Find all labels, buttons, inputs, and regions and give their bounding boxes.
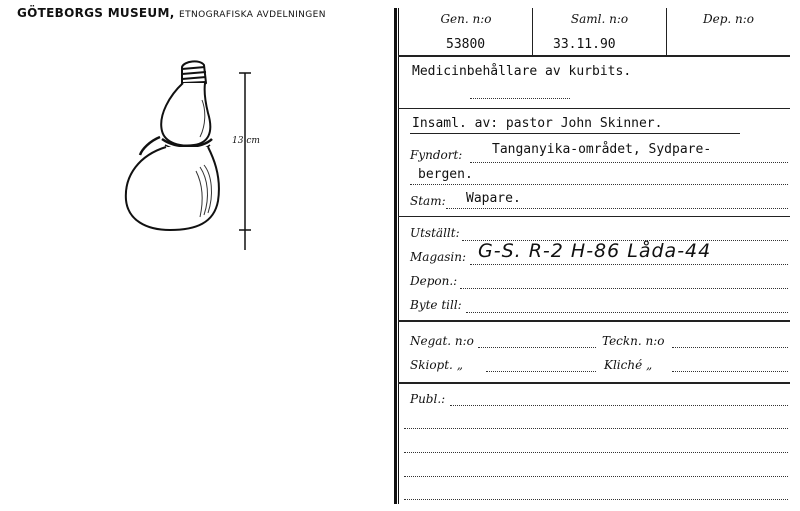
collected-underline [410,133,740,134]
byte-dots [466,312,788,313]
fyndort-label: Fyndort: [410,148,463,162]
negat-dots [478,347,596,348]
skiopt-label: Skiopt. „ [410,358,463,372]
stam-value: Wapare. [466,191,521,206]
media-rule [398,382,790,384]
gourd-drawing [110,55,290,255]
collected-by: Insaml. av: pastor John Skinner. [412,116,663,131]
saml-no-label: Saml. n:o [570,12,629,26]
object-description: Medicinbehållare av kurbits. [412,64,632,79]
saml-no-value: 33.11.90 [553,37,616,52]
museum-name: GÖTEBORGS MUSEUM, [17,6,175,20]
fyndort-line1: Tanganyika-området, Sydpare- [492,142,712,157]
publ-dots-3 [404,452,788,453]
description-dots [470,98,570,99]
card-left-rule [394,8,397,504]
kliche-label: Kliché „ [604,358,653,372]
magasin-value: G-S. R-2 H-86 Låda-44 [478,240,712,262]
publ-dots-4 [404,476,788,477]
fyndort-dots-1 [470,162,788,163]
department-name: ETNOGRAFISKA AVDELNINGEN [179,10,326,20]
stam-label: Stam: [410,194,446,208]
teckn-label: Teckn. n:o [602,334,665,348]
description-rule [398,108,790,109]
magasin-dots [470,264,788,265]
publ-dots-2 [404,428,788,429]
publ-dots-5 [404,499,788,500]
column-divider-1 [532,8,533,56]
stam-rule [398,216,790,217]
publ-dots-1 [450,405,788,406]
stam-dots [446,208,788,209]
storage-rule [398,320,790,322]
fyndort-line2: bergen. [418,167,473,182]
gen-no-label: Gen. n:o [440,12,492,26]
utstallt-label: Utställt: [410,226,460,240]
museum-header [17,6,326,20]
header-row-rule [398,55,790,57]
kliche-dots [672,371,788,372]
skiopt-dots [486,371,596,372]
card-left-rule-thin [398,8,399,504]
dep-no-label: Dep. n:o [702,12,755,26]
column-divider-2 [666,8,667,56]
byte-label: Byte till: [410,298,462,312]
gen-no-value: 53800 [446,37,486,52]
depon-dots [460,288,788,289]
depon-label: Depon.: [410,274,458,288]
magasin-label: Magasin: [410,250,467,264]
teckn-dots [672,347,788,348]
scale-label: 13 cm [232,136,260,146]
negat-label: Negat. n:o [410,334,474,348]
fyndort-dots-2 [410,184,788,185]
publ-label: Publ.: [410,392,446,406]
